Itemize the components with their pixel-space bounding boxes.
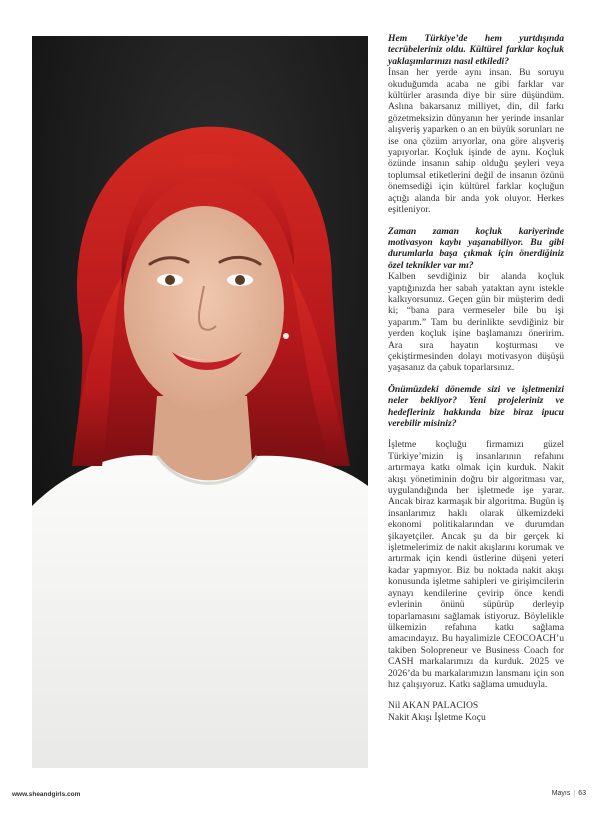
signature-title: Nakit Akışı İşletme Koçu bbox=[388, 711, 486, 723]
question-1: Hem Türkiye’de hem yurtdışında tecrübeleriniz oldu. Kültürel farklar koçluk yaklaşımlarınızı nasıl etkiledi? bbox=[388, 33, 564, 67]
portrait-illustration bbox=[32, 36, 368, 768]
answer-1: İnsan her yerde aynı insan. Bu soruyu okuduğumda acaba ne gibi farklar var kültürler arasında diye bir süre düşündüm. Aslına bakarsanız milliyet, din, dil farkı gözetmeksizin dünyanın her yerinde insanlar alışveriş yaparken o an en büyük sorunları ne ise ona çözüm arıyorlar, ona göre alışveriş yapıyorlar. Koçluk işinde de aynı. Koçluk özünde insanın sahip olduğu şeyleri veya toplumsal etiketlerini değil de insanın özünü önemsediği için kültürel farklar koçluğun açtığı alanda bir anda yok oluyor. Herkes eşitleniyor. bbox=[388, 67, 564, 216]
interview-column bbox=[388, 33, 564, 723]
question-2: Zaman zaman koçluk kariyerinde motivasyon kaybı yaşanabiliyor. Bu gibi durumlarla başa çıkmak için önerdiğiniz özel teknikler var mı? bbox=[388, 225, 564, 271]
footer-page-info bbox=[552, 790, 586, 797]
page-number: 63 bbox=[578, 790, 586, 797]
portrait-photo bbox=[32, 36, 368, 768]
footer-website[interactable]: www.sheandgirls.com bbox=[12, 791, 81, 798]
question-3: Önümüzdeki dönemde sizi ve işletmenizi neler bekliyor? Yeni projeleriniz ve hedefleriniz hakkında bize biraz ipucu verebilir misiniz? bbox=[388, 383, 564, 429]
answer-2: Kalben sevdiğiniz bir alanda koçluk yaptığınızda her sabah yataktan aynı istekle kalkıyorsunuz. Geçen gün bir müşterim dedi ki; “bana para vermeseler bile bu işi yaparım.” Tam bu derinlikte sevdiğiniz bir yerden koçluk işine başlamanızı öneririm. Ara sıra hayatın koşturması ve çekiştirmesinden dolayı motivasyon düşüşü yaşasanız da çabuk toparlarsınız. bbox=[388, 271, 564, 374]
answer-3: İşletme koçluğu firmamızı güzel Türkiye’mizin iş insanlarının refahını artırmaya katkı olmak için kurduk. Nakit akışı yönetiminin doğru bir algoritması var, uygulandığında her işletmede işe yarar. Ancak biraz karmaşık bir algoritma. Bugün iş insanlarımız haklı olarak ülkemizdeki ekonomi politikalarından ve durumdan şikayetçiler. Ancak şu da bir gerçek ki işletmelerimiz de nakit akışlarını korumak ve artırmak için kendi üstlerine düşeni yeteri kadar yapmıyor. Biz bu noktada nakit akışı konusunda işletme sahipleri ve girişimcilerin aynayı kendilerine çevirip önce kendi evlerinin önünü süpürüp derleyip toparlamasını sağlamak istiyoruz. Böylelikle ülkemizin refahına katkı sağlama amacındayız. Bu hayalimizle CEOCOACH’u takiben Solopreneur ve Business Coach for CASH markalarımızı da kurduk. 2025 ve 2026’da bu markalarımızın lansmanı için son hız çalışıyoruz. Katkı sağlama umuduyla. bbox=[388, 439, 564, 690]
footer-month: Mayıs bbox=[551, 790, 571, 797]
footer-separator: | bbox=[573, 790, 576, 797]
signature-name: Nil AKAN PALACIOS bbox=[388, 700, 479, 712]
